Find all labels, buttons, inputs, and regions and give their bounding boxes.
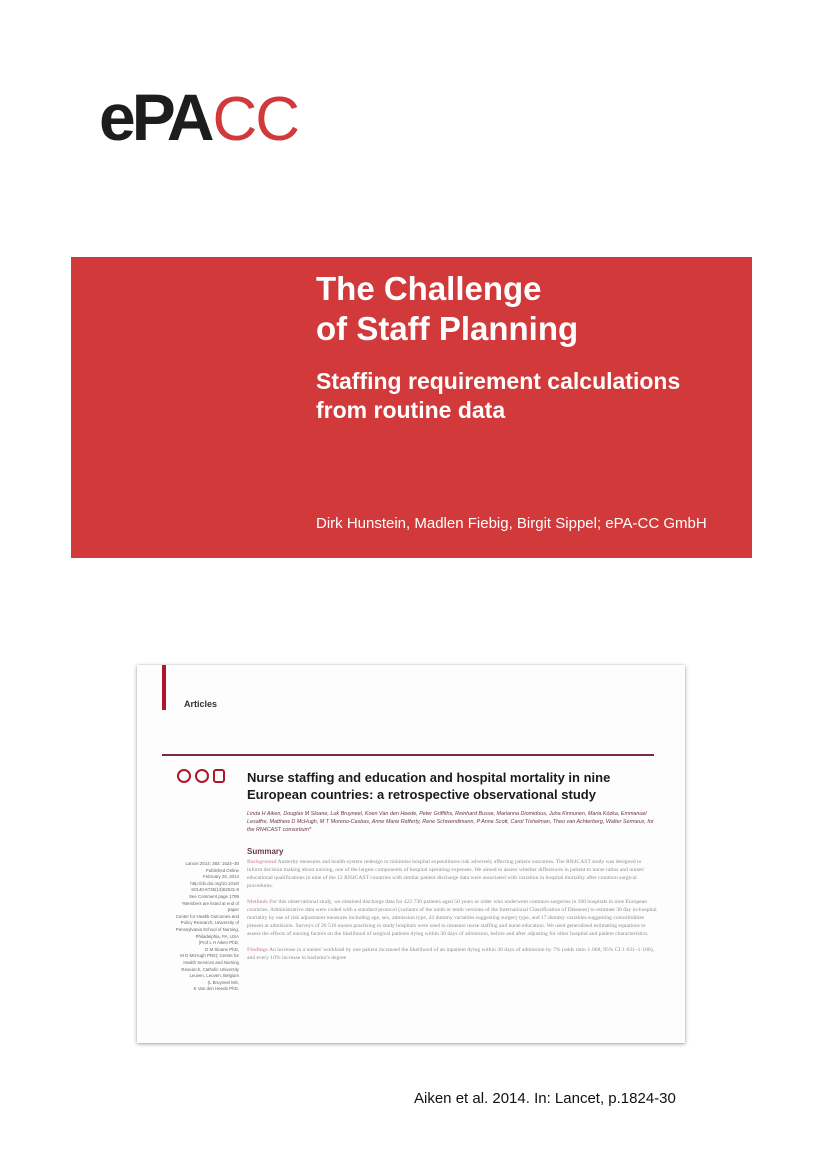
findings-text: An increase in a nurses' workload by one patient increased the likelihood of an inpatient dying within 30 days of admission by 7% (odds ratio 1·068, 95% CI 1·031–1·106), and every 10% increase in bachelor's degree <box>247 947 654 961</box>
article-sidebar <box>157 861 239 993</box>
journal-icons <box>177 769 225 783</box>
sidebar-line: Published Online <box>205 867 239 873</box>
sidebar-line: Philadelphia, PA, USA <box>195 933 239 939</box>
document-title <box>316 269 578 349</box>
lancet-article-thumbnail <box>137 665 685 1043</box>
summary-heading: Summary <box>247 847 284 856</box>
sidebar-line: http://dx.doi.org/10.1016/ <box>190 880 239 886</box>
document-authors: Dirk Hunstein, Madlen Fiebig, Birgit Sippel; ePA-CC GmbH <box>316 515 707 532</box>
abstract-methods <box>247 898 657 938</box>
sidebar-line: Policy Research, University of <box>180 920 239 926</box>
title-line-2: of Staff Planning <box>316 310 579 347</box>
open-access-icon <box>177 769 191 783</box>
abstract-findings <box>247 946 657 962</box>
methods-lead: Methods <box>247 899 268 905</box>
findings-lead: Findings <box>247 947 268 953</box>
logo-accent-text: CC <box>212 85 299 154</box>
epacc-logo <box>99 80 299 154</box>
abstract-background <box>247 858 657 890</box>
subtitle-line-1: Staffing requirement calculations <box>316 368 681 394</box>
title-line-1: The Challenge <box>316 270 542 307</box>
sidebar-line: paper <box>227 907 239 913</box>
sidebar-line: Leuven, Leuven, Belgium <box>189 973 239 979</box>
article-accent-bar <box>162 665 166 710</box>
article-authors: Linda H Aiken, Douglas M Sloane, Luk Bruyneel, Koen Van den Heede, Peter Griffiths, Reinhard Busse, Marianna Diomidous, Juha Kinnunen, Maria Kózka, Emmanuel Lesaffre, Matthew D McHugh, M T Moreno-Casbas, Anne Marie Rafferty, Rene Schwendimann, P Anne Scott, Carol Tishelman, Theo van Achterberg, Walter Sermeus, for the RN4CAST consortium* <box>247 811 654 833</box>
article-header-rule <box>162 754 654 756</box>
title-banner <box>71 257 752 558</box>
methods-text: For this observational study, we obtained discharge data for 422 730 patients aged 50 years or older who underwent common surgeries in 300 hospitals in nine European countries. Administrative data were coded with a standard protocol (variants of the ninth or tenth versions of the International Classification of Diseases) to estimate 30 day in-hospital mortality by use of risk adjustment measures including age, sex, admission type, 43 dummy variables suggesting surgery type, and 17 dummy variables suggesting comorbidities present at admission. Surveys of 26 516 nurses practising in study hospitals were used to measure nurse staffing and nurse education. We used generalised estimating equations to assess the effects of nursing factors on the likelihood of surgical patients dying within 30 days of admission, before and after adjusting for other hospital and patient characteristics. <box>247 899 657 937</box>
bookmark-icon <box>213 769 225 783</box>
citation: Aiken et al. 2014. In: Lancet, p.1824-30 <box>414 1090 676 1107</box>
sidebar-line: Center for Health Outcomes and <box>175 913 239 919</box>
logo-bold-text: ePA <box>99 80 211 154</box>
sidebar-line: K Van den Heede PhD, <box>193 986 239 992</box>
sidebar-line: February 26, 2014 <box>203 874 239 880</box>
background-lead: Background <box>247 859 277 865</box>
sidebar-line: Lancet 2014; 383: 1824–30 <box>185 861 239 866</box>
background-text: Austerity measures and health-system redesign to minimise hospital expenditures risk adversely affecting patient outcomes. The RN4CAST study was designed to inform decision making about nursing, one of the largest components of hospital operating expenses. We aimed to assess whether differences in patient to nurse ratios and nurses' educational qualifications in nine of the 12 RN4CAST countries with similar patient discharge data were associated with variation in hospital mortality after common surgical procedures. <box>247 859 645 889</box>
document-subtitle <box>316 367 736 425</box>
article-title-line-1: Nurse staffing and education and hospital mortality in nine <box>247 770 611 785</box>
article-section-label: Articles <box>184 699 218 709</box>
article-abstract <box>247 858 657 970</box>
sidebar-line: (Prof L H Aiken PhD, <box>198 940 239 946</box>
sidebar-line: Research, Catholic University <box>181 966 239 972</box>
article-title <box>247 769 647 803</box>
crossmark-icon <box>195 769 209 783</box>
sidebar-line: M D McHugh PhD); Centre for <box>180 953 239 959</box>
subtitle-line-2: from routine data <box>316 397 506 423</box>
sidebar-line: See Comment page 1789 <box>188 893 239 899</box>
sidebar-line: S0140-6736(13)62631-8 <box>191 887 239 893</box>
sidebar-line: D M Sloane PhD, <box>205 946 239 952</box>
article-title-line-2: European countries: a retrospective observational study <box>247 787 596 802</box>
sidebar-line: (L Bruyneel MS, <box>207 979 239 985</box>
sidebar-line: *Members are listed at end of <box>181 900 239 906</box>
sidebar-line: Pennsylvania School of Nursing, <box>175 926 239 932</box>
sidebar-line: Health Services and Nursing <box>183 959 239 965</box>
